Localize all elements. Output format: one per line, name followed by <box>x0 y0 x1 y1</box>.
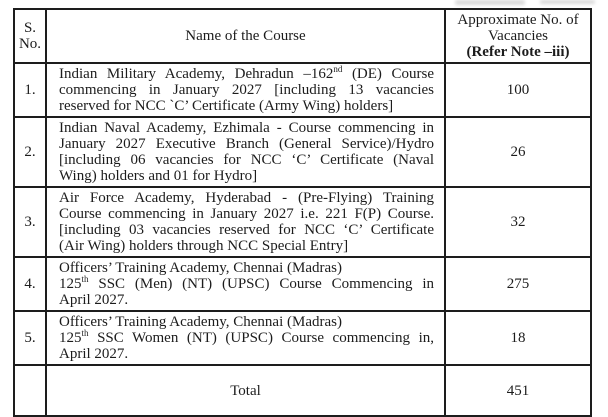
course-line: January 2027 Executive Branch (General Service)/Hydro <box>59 136 434 152</box>
row-course-cell <box>46 117 445 187</box>
row-sno-cell: 1. <box>14 63 46 117</box>
header-sno-line: No. <box>18 36 42 52</box>
course-line: (Air Wing) holders through NCC Special Entry] <box>59 238 349 254</box>
course-row <box>14 117 591 187</box>
course-line: Officers’ Training Academy, Chennai (Madras) <box>59 314 342 330</box>
total-label: Total <box>46 365 445 416</box>
course-line: April 2027. <box>59 346 129 362</box>
course-row <box>14 187 591 257</box>
row-course-cell <box>46 257 445 311</box>
course-line: reserved for NCC `C’ Certificate (Army Wing) holders] <box>59 98 394 114</box>
header-sno-line: S. <box>23 20 37 36</box>
course-line: [including 03 vacancies reserved for NCC ‘C’ Certificate <box>59 222 434 238</box>
course-line: [including 06 vacancies for NCC ‘C’ Certificate (Naval <box>59 152 434 168</box>
row-course-cell <box>46 311 445 365</box>
row-sno-cell: 3. <box>14 187 46 257</box>
course-line: Officers’ Training Academy, Chennai (Madras) <box>59 260 342 276</box>
row-course-cell <box>46 187 445 257</box>
scan-artifact <box>455 0 525 5</box>
header-course: Name of the Course <box>46 9 445 63</box>
row-vacancies-cell: 32 <box>445 187 591 257</box>
row-vacancies-cell: 100 <box>445 63 591 117</box>
total-value: 451 <box>445 365 591 416</box>
header-sno <box>14 9 46 63</box>
header-vacancies-line: Approximate No. of <box>457 12 579 28</box>
row-sno-cell: 4. <box>14 257 46 311</box>
table-body <box>14 63 591 365</box>
course-line: commencing in January 2027 [including 13 vacancies <box>59 82 434 98</box>
vacancy-table <box>13 8 592 417</box>
course-row <box>14 311 591 365</box>
course-line: 125th SSC Women (NT) (UPSC) Course commencing in, <box>59 328 434 346</box>
row-course-cell <box>46 63 445 117</box>
course-row <box>14 257 591 311</box>
course-line: Air Force Academy, Hyderabad - (Pre-Flying) Training <box>59 190 434 206</box>
course-line: 125th SSC (Men) (NT) (UPSC) Course Commencing in <box>59 274 434 292</box>
row-vacancies-cell: 275 <box>445 257 591 311</box>
row-vacancies-cell: 18 <box>445 311 591 365</box>
course-line: Indian Naval Academy, Ezhimala - Course commencing in <box>59 120 434 136</box>
header-vacancies-note: (Refer Note –iii) <box>466 44 570 60</box>
row-sno-cell: 5. <box>14 311 46 365</box>
course-line: Indian Military Academy, Dehradun –162nd (DE) Course <box>59 64 434 82</box>
header-row <box>14 9 591 63</box>
course-line: Wing) holders and 01 for Hydro] <box>59 168 258 184</box>
course-line: Course commencing in January 2027 i.e. 221 F(P) Course. <box>59 206 434 222</box>
header-vacancies <box>445 9 591 63</box>
total-row <box>14 365 591 416</box>
total-empty-cell <box>14 365 46 416</box>
header-vacancies-line: Vacancies <box>488 28 548 44</box>
row-vacancies-cell: 26 <box>445 117 591 187</box>
scan-artifact <box>540 0 595 4</box>
course-line: April 2027. <box>59 292 129 308</box>
row-sno-cell: 2. <box>14 117 46 187</box>
course-row <box>14 63 591 117</box>
